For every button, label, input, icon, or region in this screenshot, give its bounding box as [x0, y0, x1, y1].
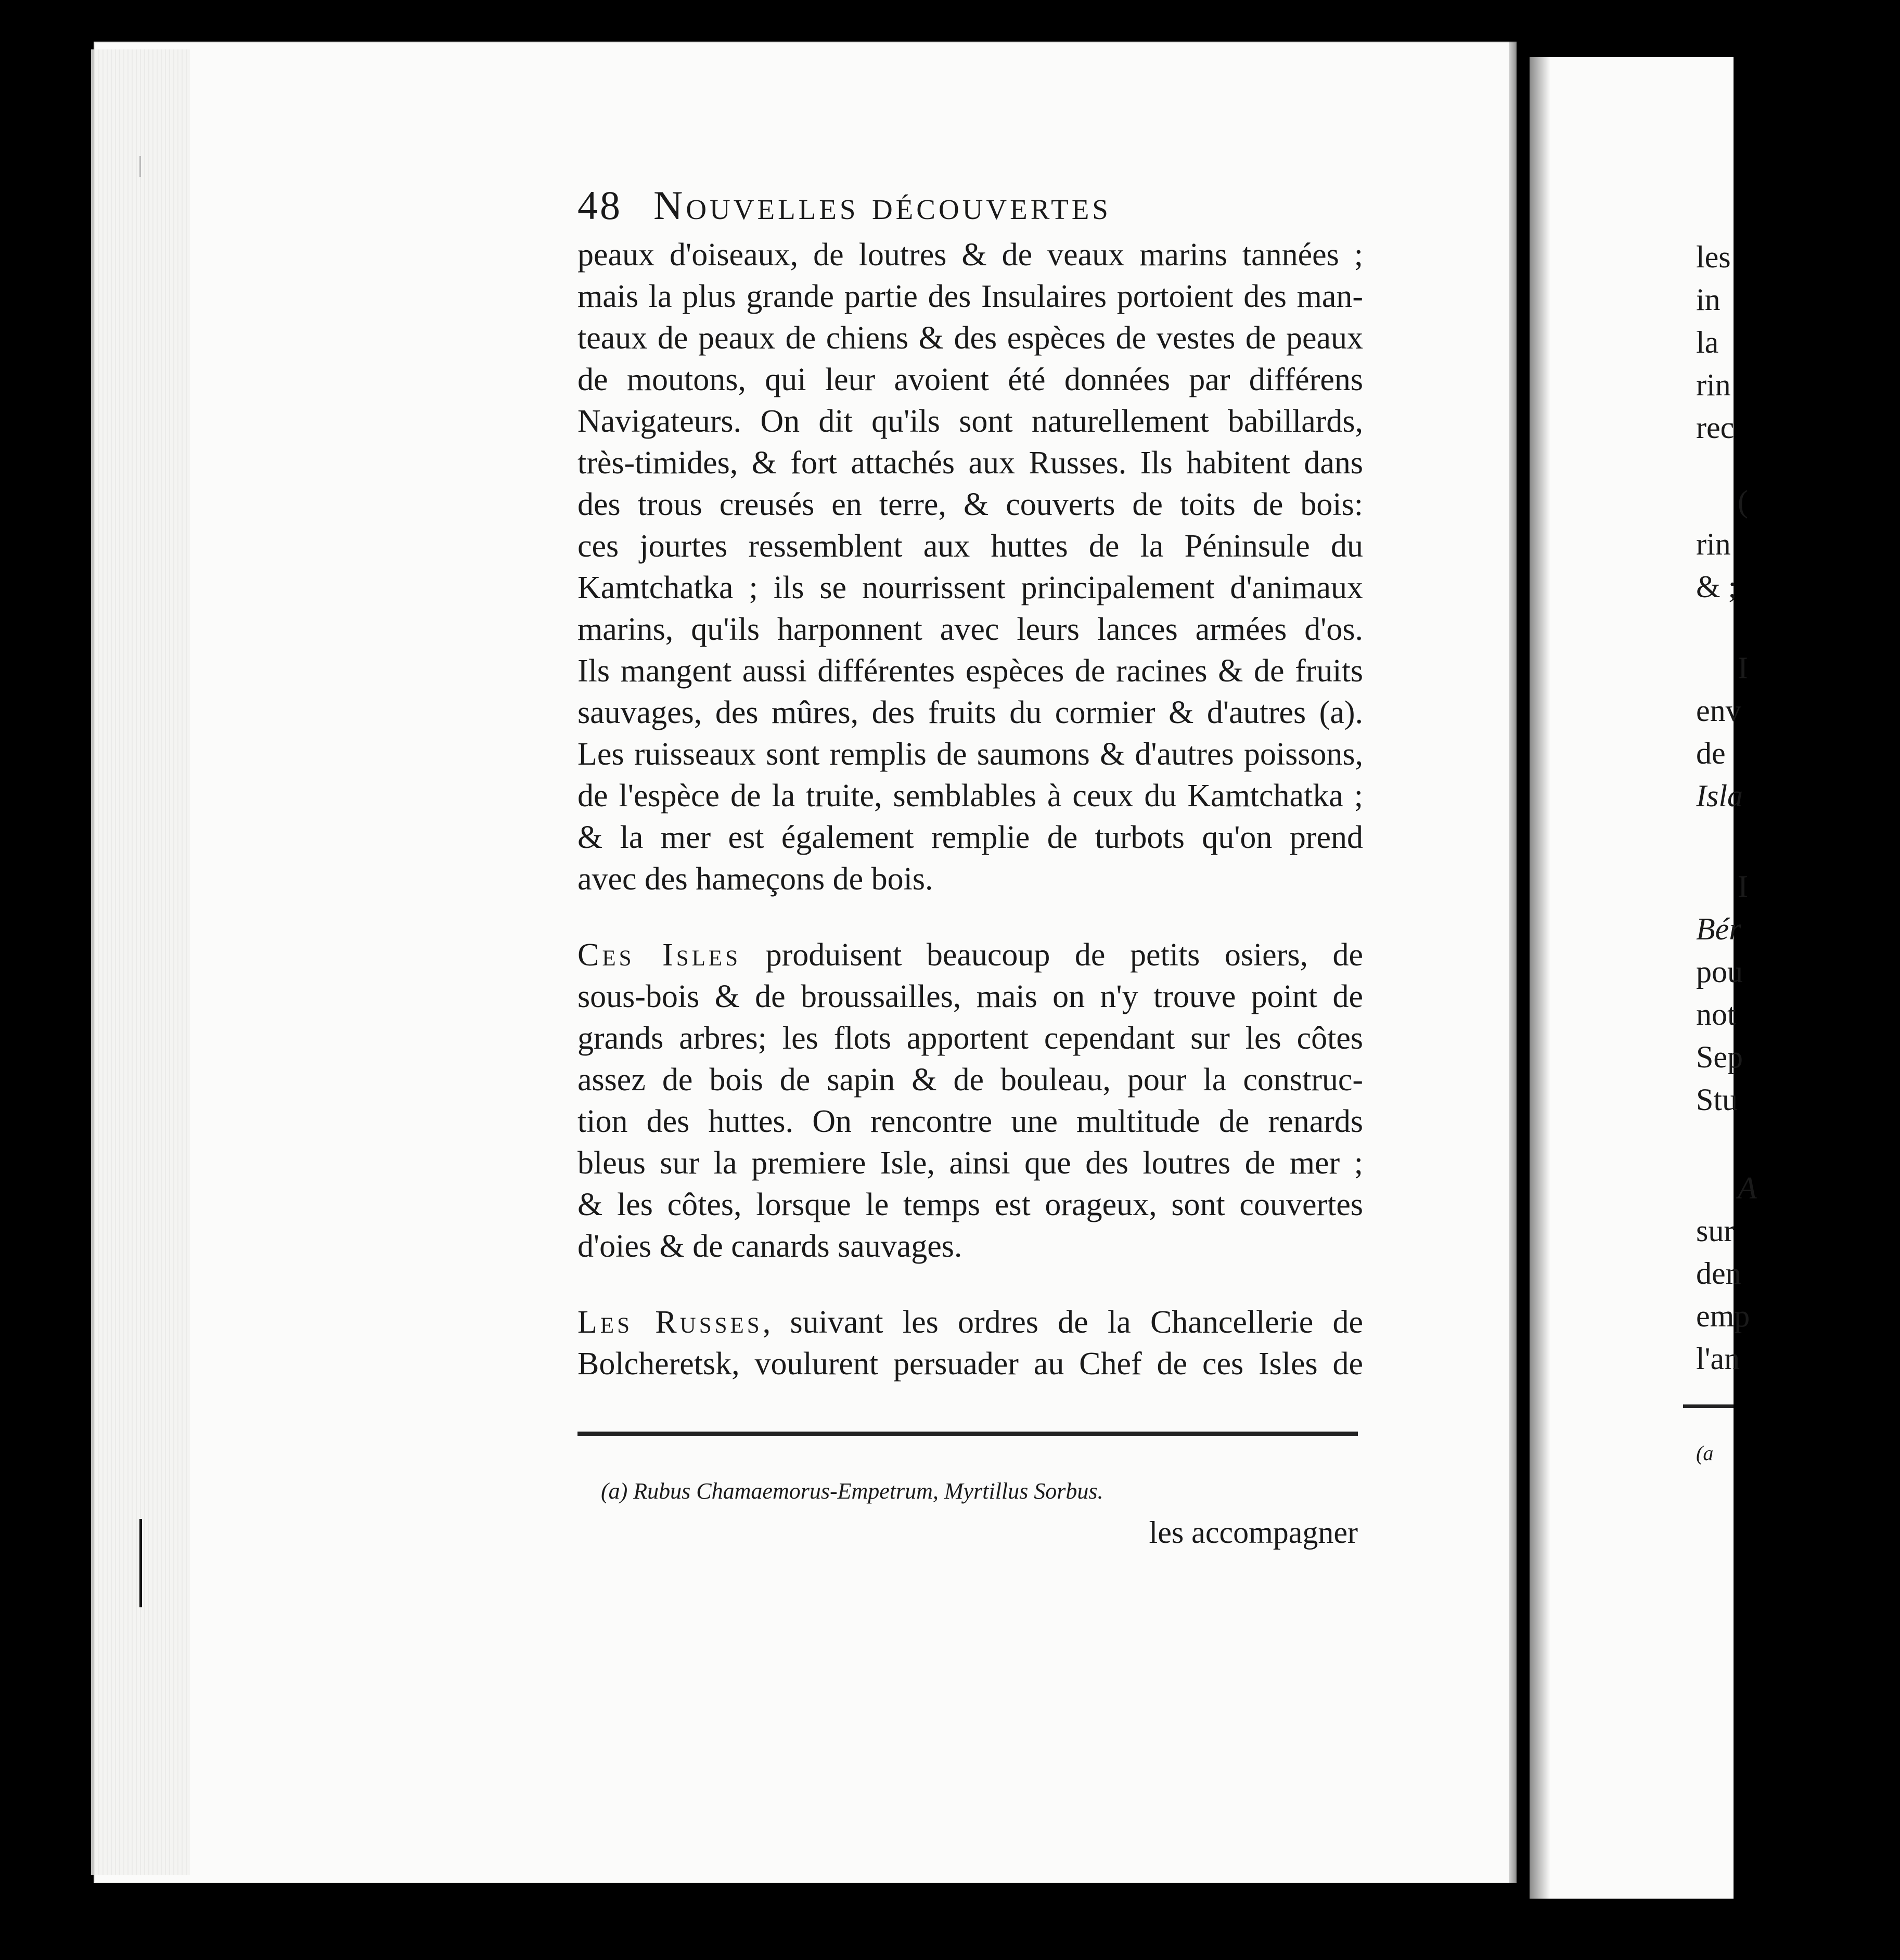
facing-line: & ; — [1696, 570, 1737, 604]
footnote: (a) Rubus Chamaemorus-Empetrum, Myrtillus Sorbus. — [601, 1478, 1103, 1504]
running-head — [577, 177, 1363, 234]
facing-line: de — [1696, 736, 1726, 770]
facing-footnote: (a — [1696, 1441, 1714, 1465]
text-line — [577, 934, 1363, 976]
text-line: assez de bois de sapin & de bouleau, pour la construc- — [577, 1062, 1363, 1098]
paragraph-1 — [577, 234, 1363, 900]
text-line: peaux d'oiseaux, de loutres & de veaux marins tannées ; — [577, 237, 1363, 273]
text-line: Navigateurs. On dit qu'ils sont naturellement babillards, — [577, 404, 1363, 439]
paragraph-2 — [577, 934, 1363, 1267]
facing-line: ( — [1738, 484, 1748, 519]
running-title: Nouvelles découvertes — [653, 183, 1111, 228]
scan-mark — [139, 1519, 142, 1607]
facing-line: pou — [1696, 955, 1743, 989]
facing-line: I — [1738, 869, 1748, 904]
paragraph-lead: Ces Isles — [577, 937, 741, 973]
text-line: ces jourtes ressemblent aux huttes de la Péninsule du — [577, 528, 1363, 564]
text-line: Ils mangent aussi différentes espèces de racines & de fruits — [577, 653, 1363, 689]
right-page-shadow — [1530, 57, 1550, 1899]
paragraph-3 — [577, 1301, 1363, 1385]
text-line: bleus sur la premiere Isle, ainsi que des loutres de mer ; — [577, 1145, 1363, 1181]
facing-line: den — [1696, 1256, 1741, 1291]
facing-line: Isla — [1696, 779, 1743, 813]
facing-line: in — [1696, 282, 1721, 317]
facing-line: not — [1696, 997, 1736, 1031]
text-line: teaux de peaux de chiens & des espèces de vestes de peaux — [577, 320, 1363, 356]
facing-line: A — [1738, 1171, 1757, 1205]
text-line: Bolcheretsk, voulurent persuader au Chef de ces Isles de — [577, 1346, 1363, 1382]
facing-line: Bér — [1696, 912, 1741, 946]
text-line: d'oies & de canards sauvages. — [577, 1229, 962, 1264]
text-line: de l'espèce de la truite, semblables à ceux du Kamtchatka ; — [577, 778, 1363, 814]
catchword: les accompagner — [1149, 1515, 1358, 1550]
text-line: marins, qu'ils harponnent avec leurs lances armées d'os. — [577, 612, 1363, 647]
text-line: tion des huttes. On rencontre une multitude de renards — [577, 1104, 1363, 1139]
text-line: très-timides, & fort attachés aux Russes. Ils habitent dans — [577, 445, 1363, 481]
facing-line: rec — [1696, 410, 1735, 445]
text-line: Les ruisseaux sont remplis de saumons & d'autres poissons, — [577, 737, 1363, 772]
text-line — [577, 1301, 1363, 1343]
paragraph-lead: Les Russes — [577, 1305, 763, 1340]
facing-line: les — [1696, 240, 1731, 274]
facing-line: rin — [1696, 527, 1731, 561]
line-text: , suivant les ordres de la Chancellerie de — [762, 1305, 1363, 1340]
facing-line: sur — [1696, 1214, 1735, 1248]
text-line: Kamtchatka ; ils se nourrissent principalement d'animaux — [577, 570, 1363, 605]
facing-line: rin — [1696, 368, 1731, 402]
facing-footnote-rule — [1683, 1404, 1734, 1408]
facing-line: Sep — [1696, 1040, 1743, 1074]
right-page — [1530, 57, 1757, 1899]
text-line: grands arbres; les flots apportent cependant sur les côtes — [577, 1021, 1363, 1056]
text-line: & les côtes, lorsque le temps est orageux, sont couvertes — [577, 1187, 1363, 1222]
line-text: produisent beaucoup de petits osiers, de — [765, 937, 1364, 973]
text-line: des trous creusés en terre, & couverts de toits de bois: — [577, 487, 1363, 522]
gutter-shadow — [1509, 42, 1530, 1883]
facing-line: la — [1696, 325, 1719, 359]
facing-line: emp — [1696, 1299, 1750, 1333]
text-line: sous-bois & de broussailles, mais on n'y trouve point de — [577, 979, 1363, 1014]
page-number: 48 — [577, 183, 622, 228]
facing-line: env — [1696, 693, 1741, 728]
main-text — [577, 177, 1363, 1551]
text-line: & la mer est également remplie de turbots qu'on prend — [577, 820, 1363, 855]
text-line: sauvages, des mûres, des fruits du cormier & d'autres (a). — [577, 695, 1363, 730]
facing-line: I — [1738, 651, 1748, 685]
text-line: mais la plus grande partie des Insulaires portoient des man- — [577, 279, 1363, 314]
scan-mark — [139, 156, 141, 177]
facing-line: l'an — [1696, 1342, 1740, 1376]
footnote-rule — [577, 1432, 1358, 1436]
facing-line: Stu — [1696, 1082, 1738, 1117]
text-line: de moutons, qui leur avoient été données par différens — [577, 362, 1363, 397]
text-line: avec des hameçons de bois. — [577, 861, 933, 897]
